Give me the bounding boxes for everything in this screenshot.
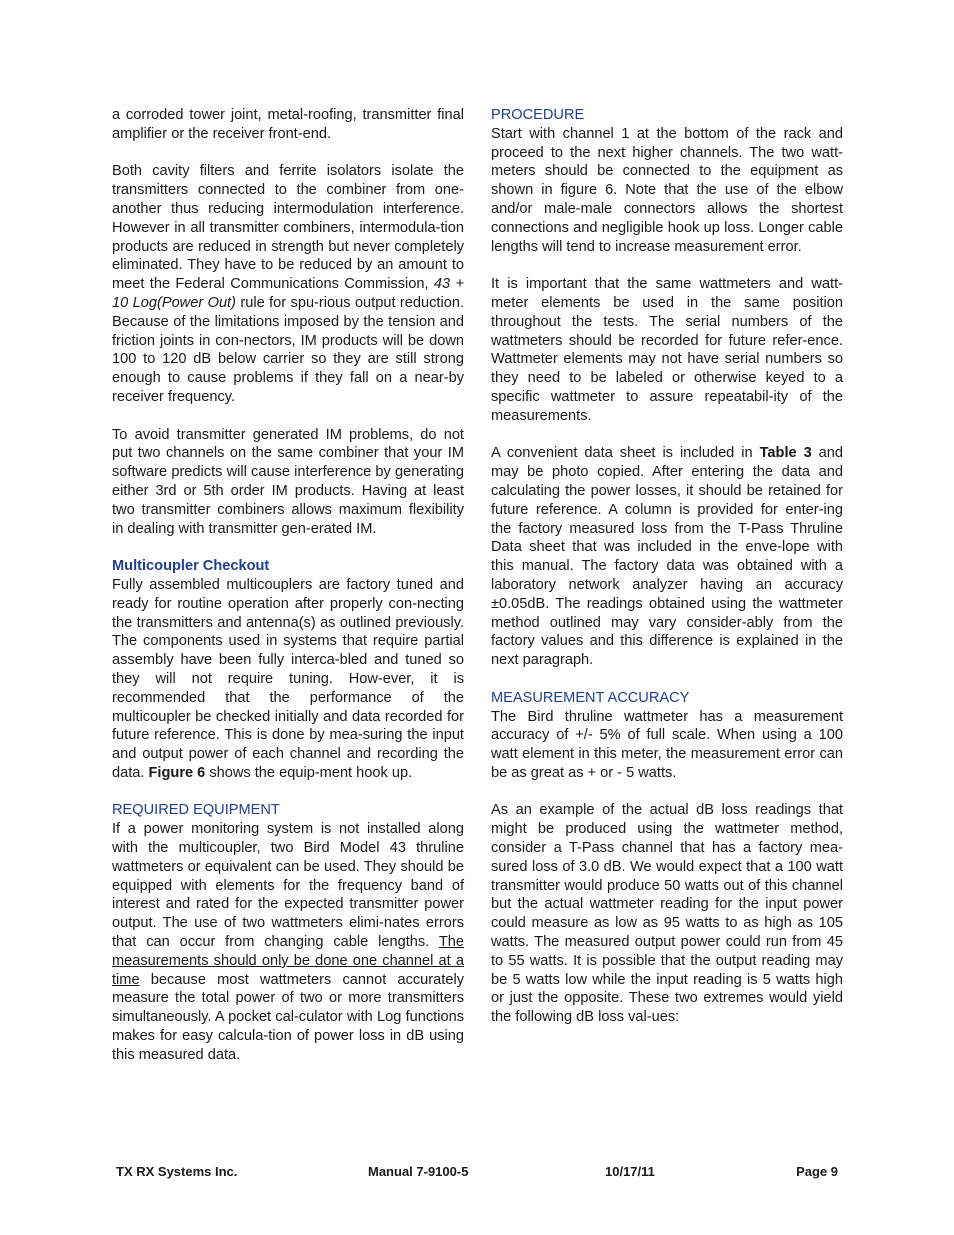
footer-company: TX RX Systems Inc. xyxy=(116,1164,238,1179)
one-channel-note: The measurements should only be done one channel at a time xyxy=(112,934,464,988)
section-multicoupler-checkout: Multicoupler Checkout Fully assembled multicouplers are factory tuned and ready for routine operation after properly con-necting the transmitters and antenna(s) as outlined previously. The components used in systems that require partial assembly have been fully interca-bled and tuned so they will not require tuning. How-ever, it is recommended that the performance of the multicoupler be checked initially and data recorded for future reference. This is done by mea-suring the input and output power of each channel and recording the data. Figure 6 shows the equip-ment hook up. xyxy=(112,558,464,781)
measurement-accuracy-heading: MEASUREMENT ACCURACY xyxy=(491,689,690,706)
table-3-ref: Table 3 xyxy=(759,445,812,462)
footer-date: 10/17/11 xyxy=(605,1164,655,1179)
paragraph-data-sheet: A convenient data sheet is included in Table 3 and may be photo copied. After entering the data and calculating the power losses, it should be retained for future reference. A column is provided for enter-ing the factory measured loss from the T-Pass Thruline Data sheet that was included in the enve-lope with this manual. The factory data was obtained with a laboratory network analyzer having an accuracy ±0.05dB. The readings obtained using the wattmeter method outlined may vary consider-ably from the factory values and this difference is explained in the next paragraph. xyxy=(491,445,843,669)
section-procedure: PROCEDURE Start with channel 1 at the bottom of the rack and proceed to the next higher channels. The two watt-meters should be connected to the equipment as shown in figure 6. Note that the use of the elbow and/or male-male connectors allows the shortest connections and negligible hook up loss. Longer cable lengths will tend to increase measurement error. xyxy=(491,107,843,255)
procedure-heading: PROCEDURE xyxy=(491,107,585,123)
paragraph-filters-isolators: Both cavity filters and ferrite isolators isolate the transmitters connected to the combiner from one-another thus reducing intermodulation interference. However in all transmitter combiners, intermodula-tion products are reduced in strength but never completely eliminated. They have to be reduced by an amount to meet the Federal Communications Commission, 43 + 10 Log(Power Out) rule for spu-rious output reduction. Because of the limitations imposed by the tension and friction joints in con-nectors, IM products will be down 100 to 120 dB below carrier so they are still strong enough to cause problems if they fall on a near-by receiver frequency. xyxy=(112,163,464,405)
right-column xyxy=(491,106,843,1046)
paragraph-same-wattmeters: It is important that the same wattmeters and watt-meter elements be used in the same position throughout the tests. The serial numbers of the wattmeters should be recorded for future refer-ence. Wattmeter elements may not have serial numbers so they need to be labeled or otherwise keyed to a specific wattmeter to assure repeatabil-ity of the measurements. xyxy=(491,276,843,424)
section-measurement-accuracy: MEASUREMENT ACCURACY The Bird thruline wattmeter has a measurement accuracy of +/- 5% of full scale. When using a 100 watt element in this meter, the measurement error can be as great as + or - 5 watts. xyxy=(491,689,843,781)
required-equipment-heading: REQUIRED EQUIPMENT xyxy=(112,802,280,819)
fcc-formula: 43 + 10 Log(Power Out) xyxy=(112,276,464,311)
section-required-equipment: REQUIRED EQUIPMENT If a power monitoring system is not installed along with the multicoupler, two Bird Model 43 thruline wattmeters or equivalent can be used. They should be equipped with elements for the frequency band of interest and rated for the expected transmitter power output. The use of two wattmeters elimi-nates errors that can occur from changing cable lengths. The measurements should only be done one channel at a time because most wattmeters cannot accurately measure the total power of two or more transmitters simultaneously. A pocket cal-culator with Log functions makes for easy calcula-tion of power loss in dB using this measured data. xyxy=(112,802,464,1063)
footer-manual: Manual 7-9100-5 xyxy=(368,1164,469,1179)
multicoupler-checkout-heading: Multicoupler Checkout xyxy=(112,558,270,575)
paragraph-im-sources: a corroded tower joint, metal-roofing, transmitter final amplifier or the receiver front-end. xyxy=(112,107,464,142)
figure-6-ref: Figure 6 xyxy=(148,764,206,781)
paragraph-example-readings: As an example of the actual dB loss readings that might be produced using the wattmeter method, consider a T-Pass channel that has a factory mea-sured loss of 3.0 dB. We would expect that a 100 watt transmitter would produce 50 watts out of this channel but the actual wattmeter reading for the input power could measure as low as 95 watts to as high as 105 watts. The measured output power could run from 45 to 55 watts. It is possible that the output reading may be 5 watts low while the input reading is 5 watts high or just the opposite. These two extremes would yield the following dB loss val-ues: xyxy=(491,802,843,1026)
footer-page-number: Page 9 xyxy=(796,1164,838,1179)
paragraph-avoid-im: To avoid transmitter generated IM problems, do not put two channels on the same combiner that your IM software predicts will cause interference by generating either 3rd or 5th order IM products. Having at least two transmitter combiners allows maximum flexibility in dealing with transmitter gen-erated IM. xyxy=(112,426,464,537)
left-column xyxy=(112,106,464,1083)
